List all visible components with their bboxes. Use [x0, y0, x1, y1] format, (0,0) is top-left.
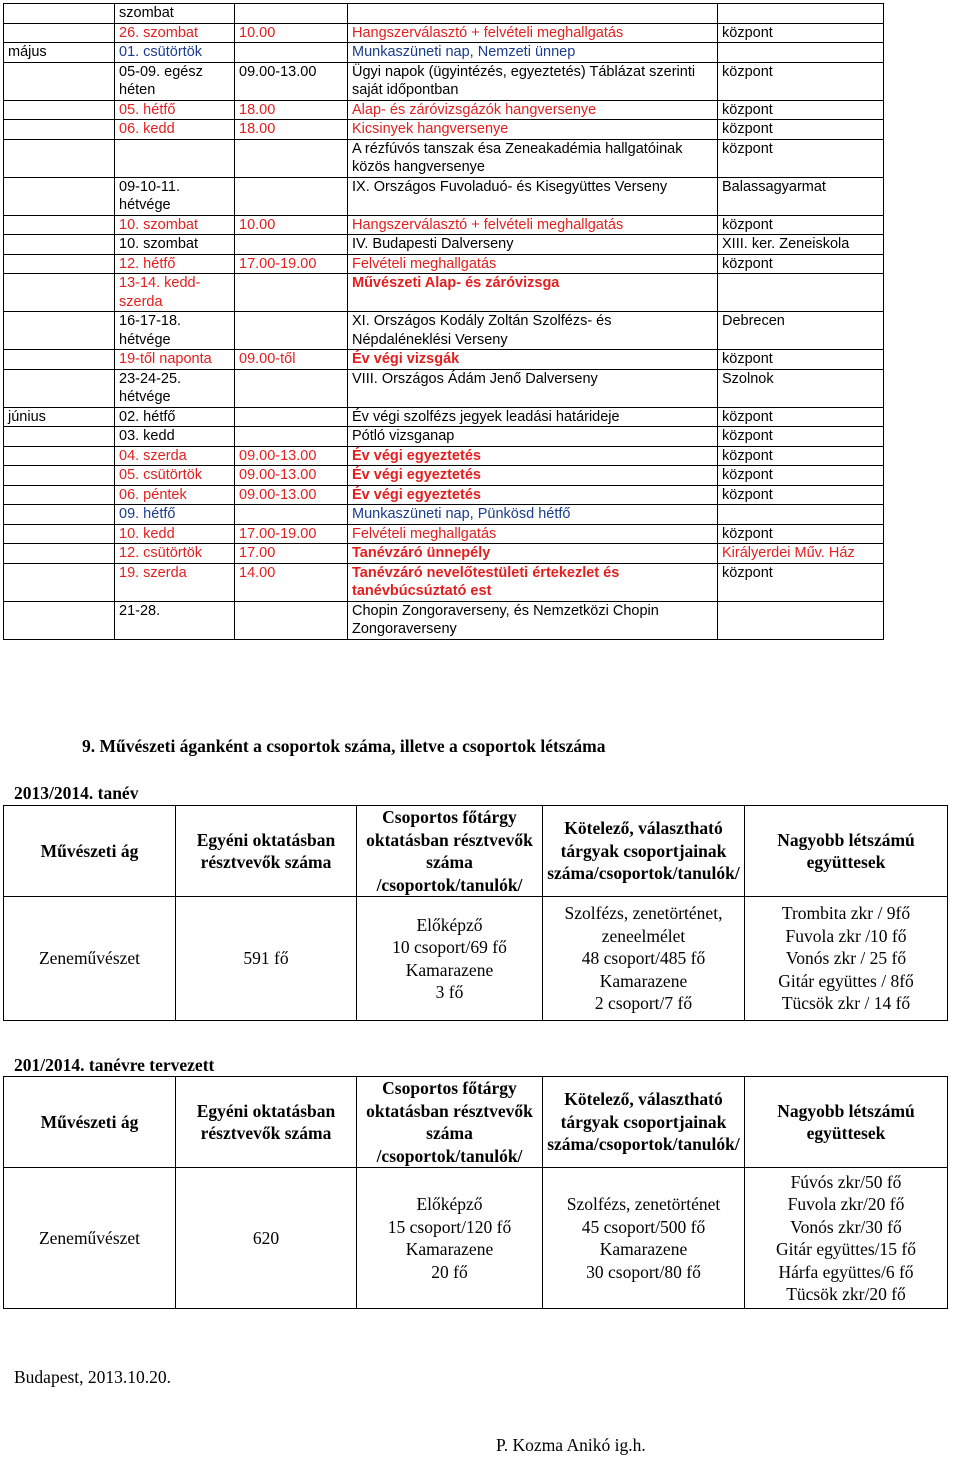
header-branch: Művészeti ág	[4, 806, 176, 897]
schedule-date-cell: 09. hétfő	[115, 505, 235, 525]
branch-cell: Zeneművészet	[4, 897, 176, 1021]
schedule-row	[4, 466, 884, 486]
schedule-row	[4, 407, 884, 427]
schedule-month-cell: június	[4, 407, 115, 427]
schedule-row	[4, 100, 884, 120]
stats-table-planned	[3, 1076, 948, 1309]
schedule-place-cell: XIII. ker. Zeneiskola	[718, 235, 884, 255]
schedule-date-cell: 01. csütörtök	[115, 43, 235, 63]
individual-cell: 591 fő	[176, 897, 357, 1021]
section-heading: 9. Művészeti áganként a csoportok száma, illetve a csoportok létszáma	[82, 736, 606, 756]
schedule-event-cell: Év végi szolfézs jegyek leadási határideje	[348, 407, 718, 427]
schedule-date-cell: 04. szerda	[115, 446, 235, 466]
schedule-row	[4, 505, 884, 525]
schedule-row	[4, 139, 884, 177]
schedule-month-cell	[4, 139, 115, 177]
schedule-time-cell	[235, 601, 348, 639]
cell-line: 48 csoport/485 fő	[581, 948, 706, 969]
schedule-month-cell	[4, 505, 115, 525]
header-mandatory: Kötelező, választható tárgyak csoportjainak száma/csoportok/tanulók/	[543, 806, 745, 897]
schedule-month-cell	[4, 466, 115, 486]
branch-cell: Zeneművészet	[4, 1168, 176, 1309]
schedule-event-cell: Munkaszüneti nap, Pünkösd hétfő	[348, 505, 718, 525]
schedule-place-cell	[718, 601, 884, 639]
schedule-place-cell	[718, 4, 884, 24]
schedule-date-cell: 12. csütörtök	[115, 544, 235, 564]
cell-line: 2 csoport/7 fő	[594, 993, 693, 1014]
schedule-row	[4, 43, 884, 63]
schedule-time-cell: 10.00	[235, 215, 348, 235]
cell-line: zeneelmélet	[601, 925, 686, 946]
schedule-month-cell	[4, 446, 115, 466]
schedule-date-cell: 16-17-18. hétvége	[115, 312, 235, 350]
schedule-time-cell: 10.00	[235, 23, 348, 43]
schedule-month-cell	[4, 4, 115, 24]
schedule-time-cell: 17.00-19.00	[235, 524, 348, 544]
schedule-event-cell: Pótló vizsganap	[348, 427, 718, 447]
cell-line: Kamarazene	[599, 1239, 688, 1259]
schedule-month-cell	[4, 312, 115, 350]
cell-line: Szolfézs, zenetörténet,	[564, 903, 723, 924]
stats-data-row	[4, 897, 948, 1021]
ensembles-cell	[745, 1168, 948, 1309]
schedule-place-cell: központ	[718, 446, 884, 466]
place-date: Budapest, 2013.10.20.	[14, 1367, 172, 1387]
schedule-event-cell: XI. Országos Kodály Zoltán Szolfézs- és Népdaléneklési Verseny	[348, 312, 718, 350]
schedule-place-cell: Szolnok	[718, 369, 884, 407]
schedule-date-cell: 06. kedd	[115, 120, 235, 140]
schedule-month-cell	[4, 524, 115, 544]
mandatory-cell	[543, 1168, 745, 1309]
cell-line: Előképző	[416, 914, 483, 935]
schedule-date-cell: 06. péntek	[115, 485, 235, 505]
schedule-row	[4, 215, 884, 235]
signature: P. Kozma Anikó ig.h.	[496, 1435, 646, 1455]
schedule-month-cell	[4, 544, 115, 564]
schedule-month-cell	[4, 485, 115, 505]
cell-line: Előképző	[416, 1194, 483, 1214]
group-cell	[357, 897, 543, 1021]
cell-line: Kamarazene	[405, 1239, 494, 1259]
schedule-place-cell: központ	[718, 427, 884, 447]
schedule-month-cell: május	[4, 43, 115, 63]
schedule-date-cell: 05-09. egész héten	[115, 62, 235, 100]
schedule-row	[4, 350, 884, 370]
schedule-time-cell	[235, 177, 348, 215]
schedule-place-cell	[718, 43, 884, 63]
cell-line: Fuvola zkr/20 fő	[787, 1194, 905, 1214]
cell-line: Gitár együttes / 8fő	[778, 970, 914, 991]
schedule-time-cell: 17.00	[235, 544, 348, 564]
schedule-row	[4, 120, 884, 140]
table2-year-label: 201/2014. tanévre tervezett	[14, 1055, 215, 1075]
schedule-time-cell: 09.00-13.00	[235, 446, 348, 466]
individual-cell: 620	[176, 1168, 357, 1309]
schedule-place-cell: központ	[718, 100, 884, 120]
schedule-time-cell	[235, 312, 348, 350]
schedule-row	[4, 427, 884, 447]
schedule-row	[4, 563, 884, 601]
header-ensembles: Nagyobb létszámú együttesek	[745, 1077, 948, 1168]
cell-line: Gitár együttes/15 fő	[776, 1239, 916, 1259]
schedule-date-cell: 10. kedd	[115, 524, 235, 544]
cell-line: Fúvós zkr/50 fő	[790, 1171, 902, 1192]
schedule-time-cell	[235, 4, 348, 24]
schedule-date-cell: 19. szerda	[115, 563, 235, 601]
schedule-place-cell: központ	[718, 254, 884, 274]
schedule-event-cell: Év végi egyeztetés	[348, 485, 718, 505]
schedule-place-cell: központ	[718, 524, 884, 544]
cell-line: Tücsök zkr/20 fő	[786, 1284, 906, 1304]
schedule-time-cell: 18.00	[235, 120, 348, 140]
schedule-month-cell	[4, 350, 115, 370]
cell-line: Fuvola zkr /10 fő	[785, 925, 907, 946]
stats-header-row	[4, 1077, 948, 1168]
cell-line: 30 csoport/80 fő	[586, 1261, 701, 1282]
cell-line: Vonós zkr / 25 fő	[785, 948, 907, 969]
schedule-time-cell	[235, 505, 348, 525]
schedule-place-cell	[718, 274, 884, 312]
schedule-date-cell: 23-24-25. hétvége	[115, 369, 235, 407]
schedule-time-cell	[235, 274, 348, 312]
schedule-date-cell: 19-től naponta	[115, 350, 235, 370]
schedule-time-cell	[235, 139, 348, 177]
schedule-row	[4, 62, 884, 100]
cell-line: Kamarazene	[599, 970, 688, 991]
schedule-place-cell: központ	[718, 466, 884, 486]
stats-table-2013	[3, 805, 948, 1021]
schedule-row	[4, 274, 884, 312]
schedule-event-cell: Ügyi napok (ügyintézés, egyeztetés) Táblázat szerinti saját időpontban	[348, 62, 718, 100]
schedule-event-cell: Felvételi meghallgatás	[348, 254, 718, 274]
schedule-place-cell: központ	[718, 563, 884, 601]
schedule-time-cell: 09.00-13.00	[235, 62, 348, 100]
cell-line: Tücsök zkr / 14 fő	[781, 993, 911, 1014]
schedule-month-cell	[4, 177, 115, 215]
mandatory-cell	[543, 897, 745, 1021]
schedule-event-cell: Kicsinyek hangversenye	[348, 120, 718, 140]
schedule-date-cell: 10. szombat	[115, 235, 235, 255]
schedule-event-cell: A rézfúvós tanszak ésa Zeneakadémia hallgatóinak közös hangversenye	[348, 139, 718, 177]
header-mandatory: Kötelező, választható tárgyak csoportjainak száma/csoportok/tanulók/	[543, 1077, 745, 1168]
schedule-month-cell	[4, 62, 115, 100]
schedule-row	[4, 524, 884, 544]
schedule-row	[4, 446, 884, 466]
schedule-month-cell	[4, 369, 115, 407]
schedule-date-cell: 21-28.	[115, 601, 235, 639]
schedule-event-cell: Tanévzáró ünnepély	[348, 544, 718, 564]
schedule-place-cell: központ	[718, 23, 884, 43]
schedule-month-cell	[4, 120, 115, 140]
schedule-event-cell: IV. Budapesti Dalverseny	[348, 235, 718, 255]
cell-line: 3 fő	[435, 982, 464, 1002]
schedule-place-cell: központ	[718, 62, 884, 100]
schedule-row	[4, 601, 884, 639]
header-branch: Művészeti ág	[4, 1077, 176, 1168]
cell-line: 15 csoport/120 fő	[387, 1216, 512, 1237]
schedule-date-cell: 26. szombat	[115, 23, 235, 43]
schedule-place-cell	[718, 505, 884, 525]
schedule-month-cell	[4, 215, 115, 235]
schedule-row	[4, 177, 884, 215]
cell-line: Szolfézs, zenetörténet	[566, 1194, 721, 1214]
schedule-event-cell: Alap- és záróvizsgázók hangversenye	[348, 100, 718, 120]
header-group: Csoportos főtárgy oktatásban résztvevők száma /csoportok/tanulók/	[357, 1077, 543, 1168]
schedule-date-cell: 05. hétfő	[115, 100, 235, 120]
schedule-event-cell: Hangszerválasztó + felvételi meghallgatás	[348, 215, 718, 235]
schedule-event-cell	[348, 4, 718, 24]
schedule-row	[4, 312, 884, 350]
schedule-place-cell: központ	[718, 350, 884, 370]
cell-line: Hárfa együttes/6 fő	[778, 1261, 914, 1282]
schedule-month-cell	[4, 427, 115, 447]
schedule-date-cell: szombat	[115, 4, 235, 24]
schedule-place-cell: központ	[718, 407, 884, 427]
schedule-date-cell: 10. szombat	[115, 215, 235, 235]
schedule-date-cell: 05. csütörtök	[115, 466, 235, 486]
table1-year-label: 2013/2014. tanév	[14, 783, 139, 803]
schedule-month-cell	[4, 601, 115, 639]
schedule-event-cell: Chopin Zongoraverseny, és Nemzetközi Chopin Zongoraverseny	[348, 601, 718, 639]
schedule-place-cell: központ	[718, 120, 884, 140]
schedule-place-cell: Balassagyarmat	[718, 177, 884, 215]
schedule-row	[4, 369, 884, 407]
schedule-date-cell: 12. hétfő	[115, 254, 235, 274]
schedule-time-cell: 09.00-13.00	[235, 466, 348, 486]
schedule-row	[4, 254, 884, 274]
schedule-event-cell: Hangszerválasztó + felvételi meghallgatás	[348, 23, 718, 43]
schedule-date-cell: 03. kedd	[115, 427, 235, 447]
stats-data-row	[4, 1168, 948, 1309]
schedule-month-cell	[4, 274, 115, 312]
schedule-time-cell: 14.00	[235, 563, 348, 601]
schedule-table	[3, 3, 884, 640]
schedule-place-cell: központ	[718, 139, 884, 177]
schedule-row	[4, 544, 884, 564]
schedule-row	[4, 235, 884, 255]
schedule-date-cell: 13-14. kedd-szerda	[115, 274, 235, 312]
schedule-event-cell: IX. Országos Fuvoladuó- és Kisegyüttes Verseny	[348, 177, 718, 215]
schedule-time-cell: 09.00-től	[235, 350, 348, 370]
header-ensembles: Nagyobb létszámú együttesek	[745, 806, 948, 897]
schedule-date-cell	[115, 139, 235, 177]
schedule-event-cell: VIII. Országos Ádám Jenő Dalverseny	[348, 369, 718, 407]
schedule-event-cell: Év végi egyeztetés	[348, 466, 718, 486]
schedule-event-cell: Munkaszüneti nap, Nemzeti ünnep	[348, 43, 718, 63]
schedule-place-cell: központ	[718, 215, 884, 235]
schedule-place-cell: Királyerdei Műv. Ház	[718, 544, 884, 564]
schedule-time-cell	[235, 43, 348, 63]
schedule-month-cell	[4, 563, 115, 601]
schedule-event-cell: Művészeti Alap- és záróvizsga	[348, 274, 718, 312]
schedule-row	[4, 485, 884, 505]
ensembles-cell	[745, 897, 948, 1021]
schedule-month-cell	[4, 235, 115, 255]
schedule-time-cell	[235, 407, 348, 427]
schedule-time-cell	[235, 369, 348, 407]
cell-line: 20 fő	[431, 1261, 468, 1282]
header-individual: Egyéni oktatásban résztvevők száma	[176, 806, 357, 897]
schedule-event-cell: Év végi egyeztetés	[348, 446, 718, 466]
schedule-row	[4, 23, 884, 43]
schedule-event-cell: Felvételi meghallgatás	[348, 524, 718, 544]
schedule-place-cell: Debrecen	[718, 312, 884, 350]
cell-line: Kamarazene	[405, 959, 494, 980]
schedule-date-cell: 02. hétfő	[115, 407, 235, 427]
schedule-time-cell	[235, 235, 348, 255]
group-cell	[357, 1168, 543, 1309]
schedule-date-cell: 09-10-11. hétvége	[115, 177, 235, 215]
cell-line: 10 csoport/69 fő	[392, 937, 507, 957]
schedule-time-cell: 17.00-19.00	[235, 254, 348, 274]
cell-line: Trombita zkr / 9fő	[781, 903, 911, 924]
schedule-time-cell: 18.00	[235, 100, 348, 120]
cell-line: Vonós zkr/30 fő	[790, 1216, 902, 1237]
header-group: Csoportos főtárgy oktatásban résztvevők száma /csoportok/tanulók/	[357, 806, 543, 897]
schedule-row	[4, 4, 884, 24]
cell-line: 45 csoport/500 fő	[581, 1216, 706, 1237]
schedule-body	[4, 4, 884, 640]
schedule-month-cell	[4, 254, 115, 274]
header-individual: Egyéni oktatásban résztvevők száma	[176, 1077, 357, 1168]
schedule-time-cell	[235, 427, 348, 447]
schedule-place-cell: központ	[718, 485, 884, 505]
schedule-event-cell: Tanévzáró nevelőtestületi értekezlet és tanévbúcsúztató est	[348, 563, 718, 601]
schedule-month-cell	[4, 23, 115, 43]
schedule-month-cell	[4, 100, 115, 120]
schedule-event-cell: Év végi vizsgák	[348, 350, 718, 370]
schedule-time-cell: 09.00-13.00	[235, 485, 348, 505]
stats-header-row	[4, 806, 948, 897]
